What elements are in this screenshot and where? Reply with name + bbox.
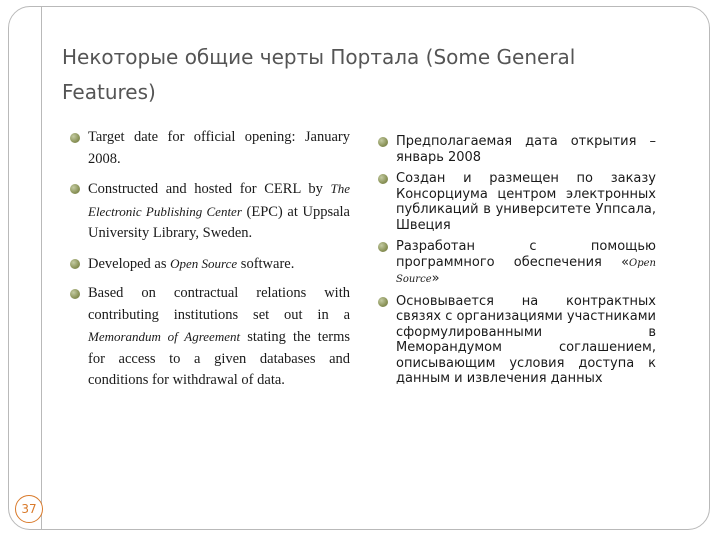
item-text-post: »	[431, 271, 440, 286]
item-text-italic: Open Source	[396, 257, 656, 285]
item-text-italic: Memorandum of Agreement	[88, 329, 241, 344]
item-text: Создан и размещен по заказу Консорциума центром электронных публикаций в университете Уппсала, Швеция	[396, 171, 656, 233]
list-item-open-source	[70, 253, 350, 276]
list-item-agreement	[70, 283, 350, 392]
item-text: Target date for official opening: January 2008.	[88, 129, 350, 167]
item-text: Основывается на контрактных связях с организациями участниками сформулированными в Меморандумом соглашением, описывающим условия доступа к данным и извлечения данных	[396, 293, 656, 386]
list-item-hosting	[70, 178, 350, 245]
english-bullet-list	[70, 127, 350, 400]
bullet-icon	[70, 133, 80, 143]
item-text-pre: Разработан с помощью программного обеспечения «	[396, 239, 656, 270]
item-text-post: software.	[237, 255, 295, 272]
item-text-pre: Based on contractual relations with contributing institutions set out in a	[88, 285, 350, 323]
bullet-icon	[378, 137, 388, 147]
bullet-icon	[378, 242, 388, 252]
list-item-opening-date	[70, 127, 350, 170]
list-item-hosting-ru	[378, 171, 656, 233]
bullet-icon	[70, 184, 80, 194]
item-text: Предполагаемая дата открытия – январь 2008	[396, 134, 656, 165]
list-item-open-source-ru	[378, 239, 656, 288]
list-item-agreement-ru	[378, 294, 656, 387]
left-vertical-rule	[41, 6, 42, 530]
item-text-italic: Open Source	[170, 255, 238, 271]
item-text-post: (EPC) at Uppsala University Library, Sweden.	[88, 203, 350, 241]
list-item-opening-date-ru	[378, 134, 656, 165]
page-number-badge: 37	[15, 495, 43, 523]
item-text-pre: Developed as	[88, 255, 171, 272]
bullet-icon	[378, 297, 388, 307]
item-text-post: stating the terms for access to a given databases and conditions for withdrawal of data.	[88, 329, 351, 388]
item-text-pre: Constructed and hosted for CERL by	[88, 181, 331, 197]
item-text-italic: The Electronic Publishing Center	[88, 181, 350, 219]
slide-title: Некоторые общие черты Портала (Some General Features)	[62, 45, 576, 104]
bullet-icon	[70, 289, 80, 299]
bullet-icon	[70, 259, 80, 269]
russian-bullet-list	[378, 134, 656, 393]
bullet-icon	[378, 174, 388, 184]
